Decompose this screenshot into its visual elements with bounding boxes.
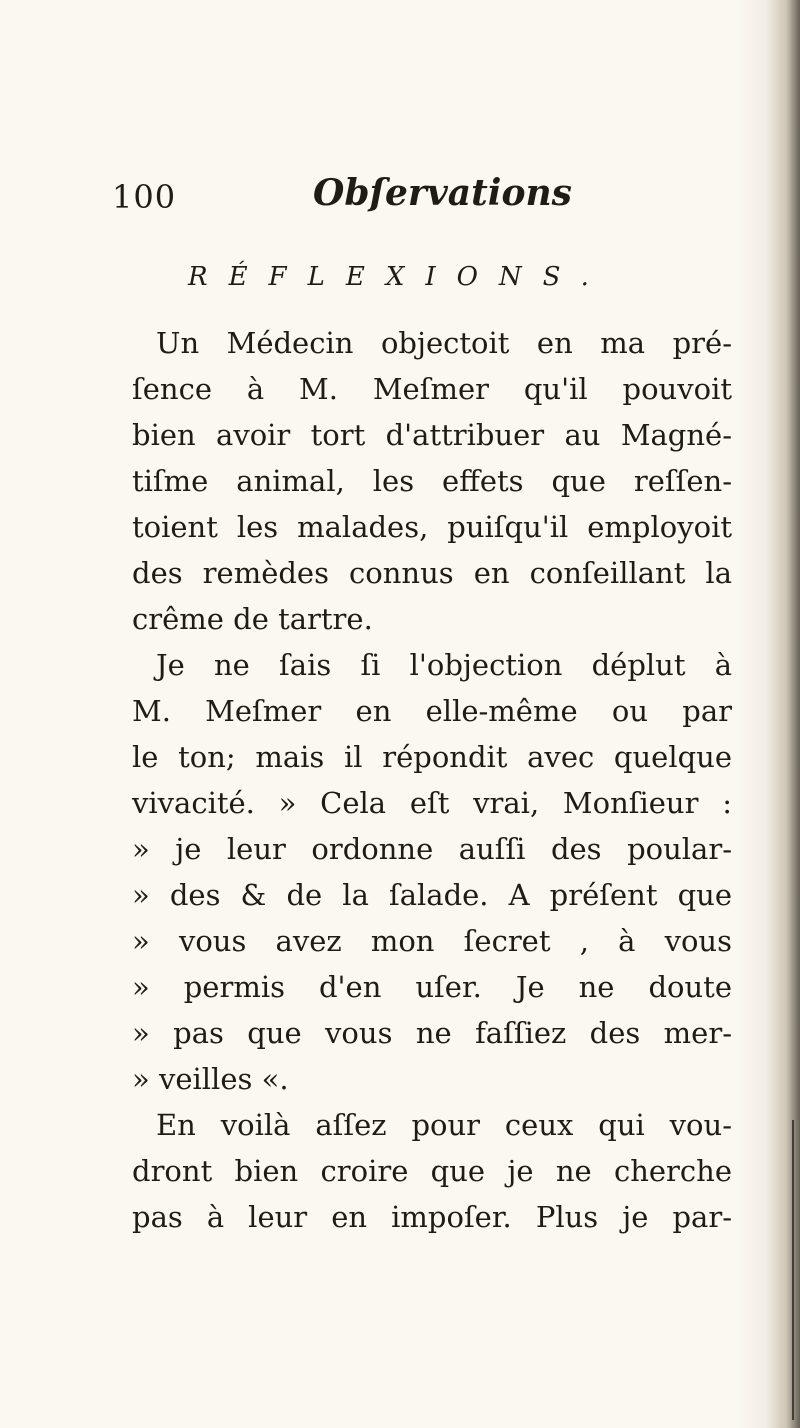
text-line: le ton; mais il répondit avec quelque	[132, 740, 732, 774]
text-line: ſence à M. Meſmer qu'il pouvoit	[132, 372, 732, 406]
text-line: En voilà aſſez pour ceux qui vou-	[156, 1108, 732, 1142]
text-line: dront bien croire que je ne cherche	[132, 1154, 732, 1188]
running-head	[112, 172, 672, 222]
text-line: pas à leur en impoſer. Plus je par-	[132, 1200, 732, 1234]
text-line: bien avoir tort d'attribuer au Magné-	[132, 418, 732, 452]
text-line: Je ne ſais ſi l'objection déplut à	[156, 648, 732, 682]
body-text	[132, 320, 732, 1240]
text-line: » je leur ordonne auſſi des poular-	[132, 832, 732, 866]
text-line: » pas que vous ne faſſiez des mer-	[132, 1016, 732, 1050]
section-heading: RÉFLEXIONS.	[188, 262, 610, 292]
text-line: tiſme animal, les effets que reſſen-	[132, 464, 732, 498]
page-edge-shadow	[766, 0, 800, 1428]
page-edge-line	[792, 1120, 794, 1420]
text-line: vivacité. » Cela eſt vrai, Monſieur :	[132, 786, 732, 820]
text-line: M. Meſmer en elle-même ou par	[132, 694, 732, 728]
text-line: » permis d'en uſer. Je ne doute	[132, 970, 732, 1004]
text-line: toient les malades, puiſqu'il employoit	[132, 510, 732, 544]
text-line: crême de tartre.	[132, 602, 373, 636]
text-line: » veilles «.	[132, 1062, 289, 1096]
running-title: Obſervations	[313, 172, 572, 214]
text-line: » des & de la ſalade. A préſent que	[132, 878, 732, 912]
text-line: Un Médecin objectoit en ma pré-	[156, 326, 732, 360]
text-line: des remèdes connus en conſeillant la	[132, 556, 732, 590]
page-number: 100	[112, 178, 177, 216]
text-line: » vous avez mon ſecret , à vous	[132, 924, 732, 958]
